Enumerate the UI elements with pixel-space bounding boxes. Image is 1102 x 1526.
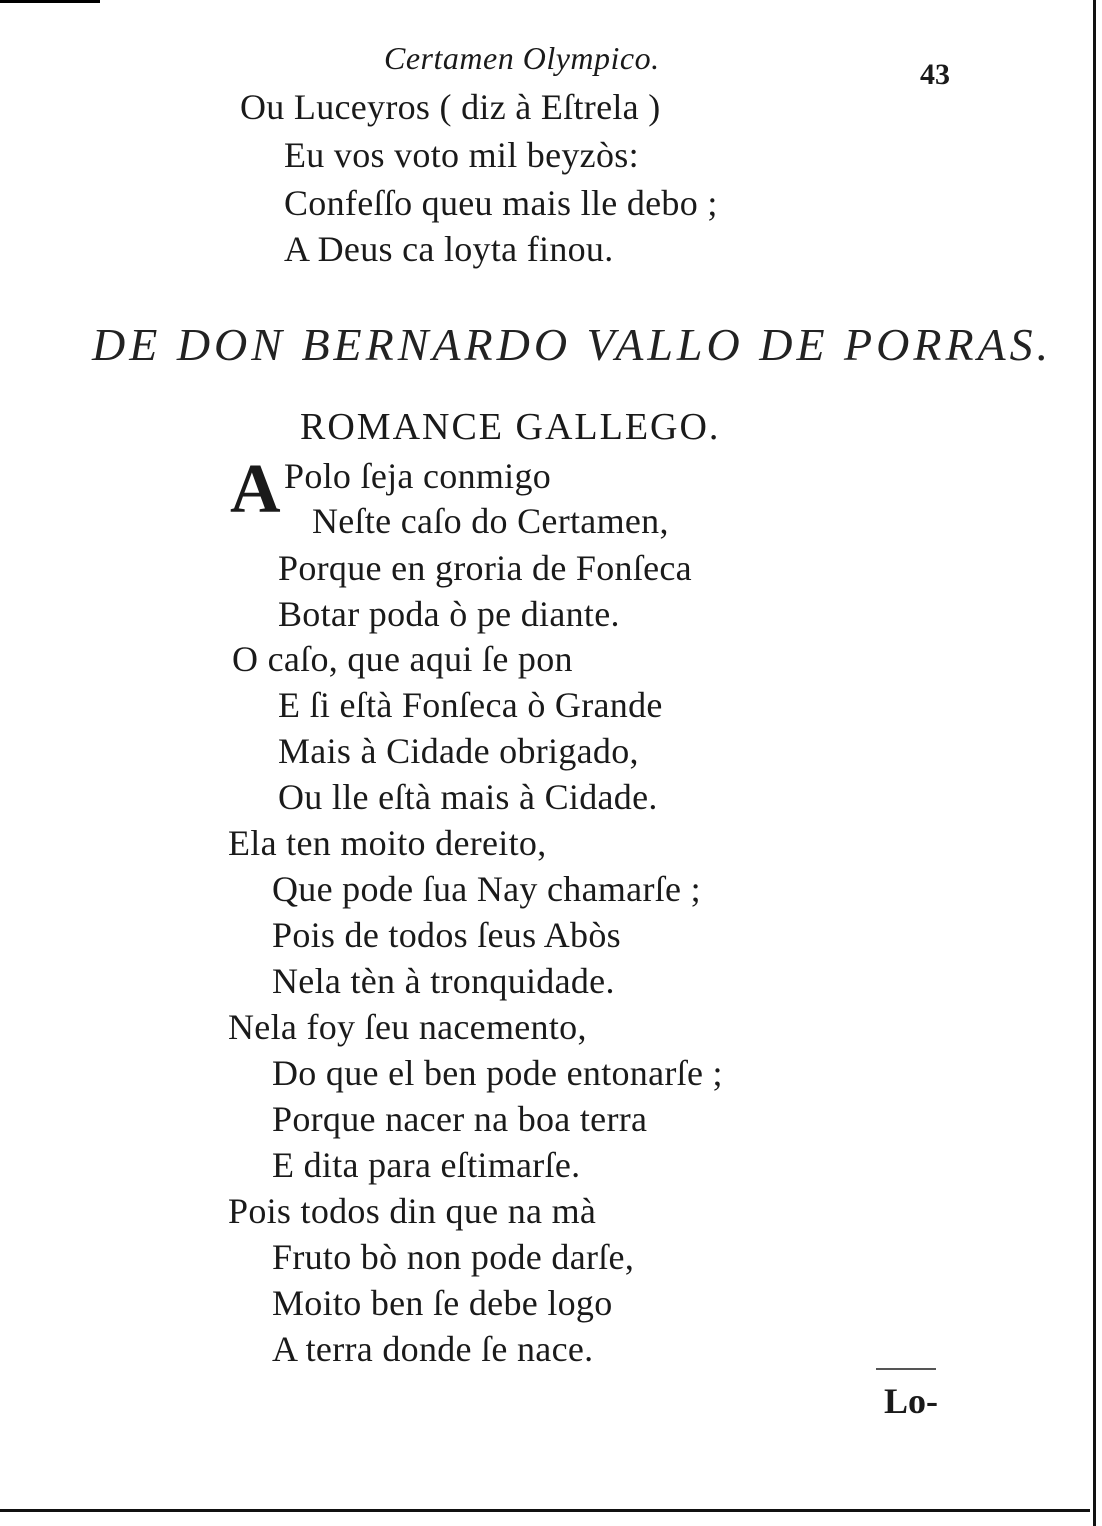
- scan-border-bottom: [0, 1509, 1090, 1512]
- verse-line: Fruto bò non pode darſe,: [272, 1237, 635, 1277]
- verse-line: Pois de todos ſeus Abòs: [272, 915, 621, 955]
- verse-line: Botar poda ò pe diante.: [278, 594, 620, 634]
- verse-line: Porque en groria de Fonſeca: [278, 548, 692, 588]
- verse-line: Mais à Cidade obrigado,: [278, 731, 639, 771]
- verse-line: A terra donde ſe nace.: [272, 1329, 594, 1369]
- verse-line: Eu vos voto mil beyzòs:: [284, 135, 639, 175]
- verse-line: Nela tèn à tronquidade.: [272, 961, 615, 1001]
- verse-line: Do que el ben pode entonarſe ;: [272, 1053, 723, 1093]
- section-heading: DE DON BERNARDO VALLO DE PORRAS.: [92, 319, 1053, 370]
- poem-subheading: ROMANCE GALLEGO.: [300, 406, 721, 448]
- verse-line: Porque nacer na boa terra: [272, 1099, 648, 1139]
- page-number: 43: [920, 58, 950, 91]
- catchword-rule: [876, 1368, 936, 1370]
- verse-line: Pois todos din que na mà: [228, 1191, 597, 1231]
- verse-line: Que pode ſua Nay chamarſe ;: [272, 869, 701, 909]
- verse-line: Neſte caſo do Certamen,: [312, 501, 669, 541]
- verse-line: E dita para eſtimarſe.: [272, 1145, 581, 1185]
- verse-line: Confeſſo queu mais lle debo ;: [284, 183, 718, 223]
- verse-line: Ou Luceyros ( diz à Eſtrela ): [240, 87, 661, 127]
- verse-line: A Deus ca loyta finou.: [284, 229, 614, 269]
- scan-specks: [280, 1440, 750, 1446]
- verse-line: O caſo, que aqui ſe pon: [232, 639, 573, 679]
- catchword: Lo-: [884, 1381, 938, 1421]
- drop-cap-initial: A: [230, 451, 281, 528]
- verse-line: Ou lle eſtà mais à Cidade.: [278, 777, 658, 817]
- verse-line: Ela ten moito dereito,: [228, 823, 547, 863]
- verse-line: Polo ſeja conmigo: [284, 456, 552, 496]
- verse-line: Nela foy ſeu nacemento,: [228, 1007, 587, 1047]
- verse-line: Moito ben ſe debe logo: [272, 1283, 613, 1323]
- verse-line: E ſi eſtà Fonſeca ò Grande: [278, 685, 663, 725]
- scan-border-top: [0, 0, 100, 3]
- scan-border-right: [1093, 0, 1096, 1526]
- running-title: Certamen Olympico.: [384, 40, 660, 76]
